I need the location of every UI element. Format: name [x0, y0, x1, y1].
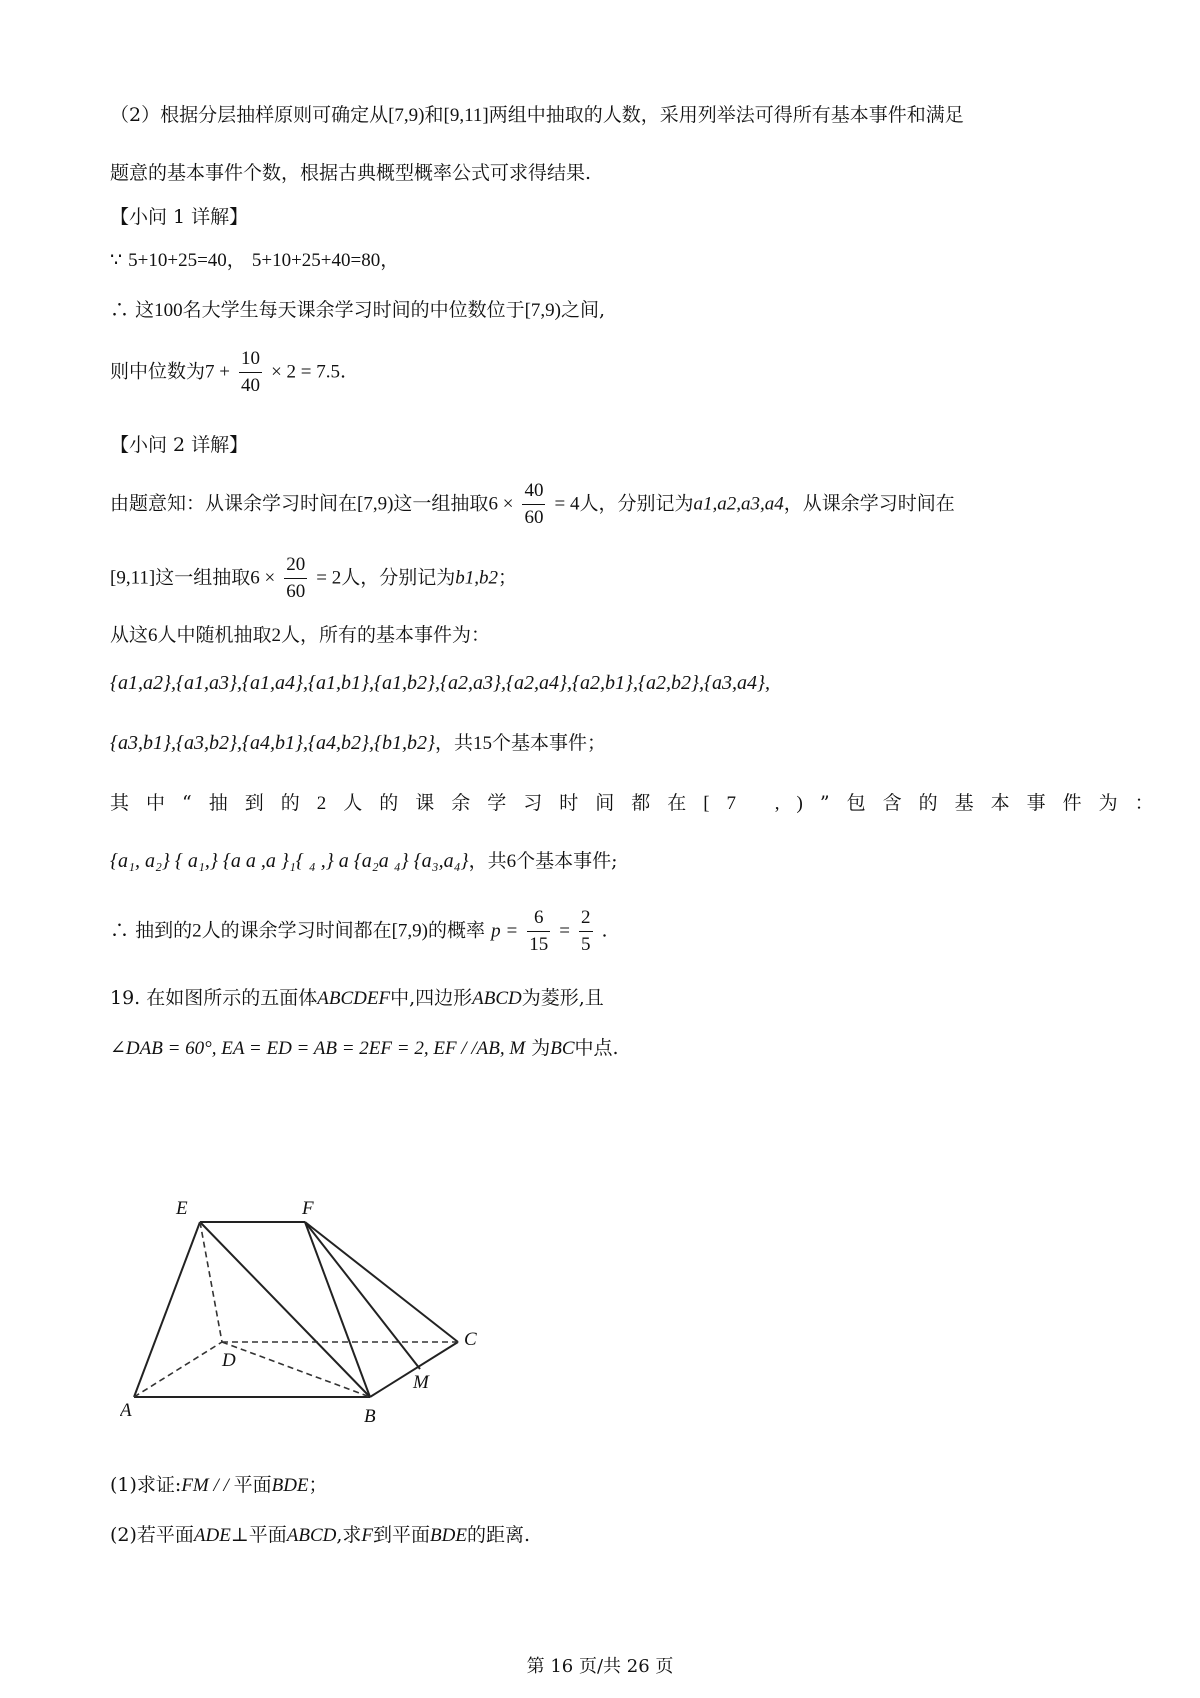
math: = 2: [316, 567, 342, 589]
therefore-symbol: ∴: [110, 919, 130, 942]
line-7: [110, 552, 517, 605]
line-13: ∴ 抽到的2人的课余学习时间都在[7,9)的概率 p = $\frac{6}{15}$ = $\frac{2}{5}$ .: [110, 905, 608, 958]
event-list: {a3,b1},{a3,b2},{a4,b1},{a4,b2},{b1,b2}: [110, 732, 435, 754]
line-5: [110, 346, 346, 399]
text: 这一组抽取: [155, 566, 251, 589]
equation: 5+10+25+40=80: [251, 250, 381, 271]
interval: [7,9): [357, 493, 394, 515]
text: （2）根据分层抽样原则可确定从: [110, 104, 389, 126]
line-12: {a₁, a₂} { a₁,} {a a ,a }₁{ ₄ ,} a {a₂a ₄} {a₃,a₄}，共6个基本事件;: [110, 850, 618, 872]
fraction: $\frac{40}{60}$: [524, 480, 544, 528]
line-3: [110, 245, 399, 272]
text: (2)若平面: [110, 1524, 194, 1546]
line-10: {a3,b1},{a3,b2},{a4,b1},{a4,b2},{b1,b2}，共15个基本事件；: [110, 732, 607, 754]
interval: [7,9): [524, 300, 561, 321]
text: 到平面: [373, 1524, 431, 1546]
text: 个基本事件；: [492, 732, 607, 754]
label-A: A: [120, 1400, 132, 1421]
label-E: E: [176, 1198, 188, 1219]
text: 人的课余学习时间都在: [343, 792, 704, 814]
text: ；: [498, 566, 518, 589]
text: ，: [226, 249, 246, 271]
text: 和: [424, 104, 444, 126]
text: 的概率: [428, 919, 486, 942]
label-B: B: [364, 1406, 376, 1427]
text: 平面: [233, 1474, 272, 1496]
fraction: $\frac{10}{40}$: [241, 348, 261, 396]
text: 名大学生每天课余学习时间的中位数位于: [182, 299, 525, 321]
text: .: [340, 360, 347, 383]
subheading-1: 【小问 1 详解】: [110, 206, 249, 228]
label-D: D: [222, 1350, 236, 1371]
math: p =: [491, 920, 519, 942]
number: 100: [154, 300, 183, 321]
line-2: 题意的基本事件个数，根据古典概型概率公式可求得结果.: [110, 162, 592, 184]
text: ，共: [468, 850, 507, 872]
text: 人中随机抽取: [157, 624, 272, 646]
text: 则中位数为: [110, 360, 206, 383]
fraction: $\frac{2}{5}$: [581, 907, 591, 955]
part-2: (2)若平面ADE⊥平面ABCD,求F到平面BDE的距离.: [110, 1524, 530, 1546]
text: (1)求证:: [110, 1474, 182, 1496]
garbled-event-list: {a₁, a₂} { a₁,} {a a ,a }₁{ ₄ ,} a {a₂a ₄} {a₃,a₄}: [110, 850, 469, 872]
text: 的距离.: [466, 1524, 530, 1546]
line-9-event-list: {a1,a2},{a1,a3},{a1,a4},{a1,b1},{a1,b2},{a2,a3},{a2,a4},{a2,b1},{a2,b2},{a3,a4},: [110, 672, 770, 694]
line-11: 其中“抽到的2人的课余学习时间都在[7 ,)”包含的基本事件为：: [110, 792, 1171, 814]
therefore-symbol: ∴: [110, 299, 130, 321]
math: 7 +: [205, 361, 230, 383]
question-19-conditions: ∠DAB = 60°, EA = ED = AB = 2EF = 2, EF / /AB, M 为BC中点.: [110, 1037, 619, 1059]
text: 这一组抽取: [393, 492, 489, 515]
subheading-2: 【小问 2 详解】: [110, 434, 249, 456]
interval: [7 ,): [703, 793, 820, 814]
text: ，从课余学习时间在: [783, 492, 955, 515]
text: 为: [531, 1037, 551, 1059]
text: ，共: [434, 732, 473, 754]
line-6: [110, 478, 955, 531]
variables: a1,a2,a3,a4: [693, 493, 784, 515]
interval: [7,9): [388, 105, 425, 126]
text: 抽到的: [135, 919, 193, 942]
text: 为菱形,且: [521, 987, 604, 1009]
text: 其中“抽到的: [110, 792, 317, 814]
label-M: M: [413, 1372, 429, 1393]
page-footer: 第 16 页/共 26 页: [526, 1656, 674, 1677]
line-4: [110, 295, 605, 322]
because-symbol: ∵: [110, 249, 123, 271]
variables: b1,b2: [455, 567, 499, 589]
text: 中,四边形: [390, 987, 473, 1009]
equation: 5+10+25=40: [128, 250, 227, 271]
text: 之间,: [561, 299, 606, 321]
text: 19. 在如图所示的五面体: [110, 987, 318, 1009]
label-F: F: [302, 1198, 314, 1219]
part-1: (1)求证:FM / / 平面BDE；: [110, 1474, 328, 1496]
text: 中点.: [574, 1037, 619, 1059]
line-1: [110, 100, 964, 127]
fraction: $\frac{6}{15}$: [529, 907, 549, 955]
text: 两组中抽取的人数，采用列举法可得所有基本事件和满足: [488, 104, 964, 126]
text: ，: [380, 249, 400, 271]
interval: [9,11]: [443, 105, 489, 126]
math: × 2 = 7.5: [271, 361, 341, 383]
conditions: ∠DAB = 60°, EA = ED = AB = 2EF = 2, EF / /AB, M: [110, 1038, 526, 1059]
line-8: 从这6人中随机抽取2人，所有的基本事件为：: [110, 624, 491, 646]
text: 人，分别记为: [341, 566, 456, 589]
math: 6 ×: [250, 567, 276, 589]
math: 6 ×: [488, 493, 514, 515]
question-19: 19. 在如图所示的五面体ABCDEF中,四边形ABCD为菱形,且: [110, 987, 604, 1009]
text: 由题意知：从课余学习时间在: [110, 492, 358, 515]
text: 这: [135, 299, 155, 321]
text: ⊥平面: [230, 1524, 287, 1546]
interval: [9,11]: [110, 567, 156, 589]
pentahedron-figure: [120, 1192, 540, 1452]
text: 人，分别记为: [579, 492, 694, 515]
label-C: C: [464, 1329, 477, 1350]
math: = 4: [554, 493, 580, 515]
text: 人的课余学习时间都在: [201, 919, 392, 942]
fraction: $\frac{20}{60}$: [286, 554, 306, 602]
text: 人，所有的基本事件为：: [281, 624, 491, 646]
text: 从这: [110, 624, 149, 646]
text: ”包含的基本事件为：: [819, 792, 1171, 814]
interval: [7,9): [391, 920, 428, 942]
text: ,求: [336, 1524, 362, 1546]
text: 个基本事件;: [516, 850, 618, 872]
